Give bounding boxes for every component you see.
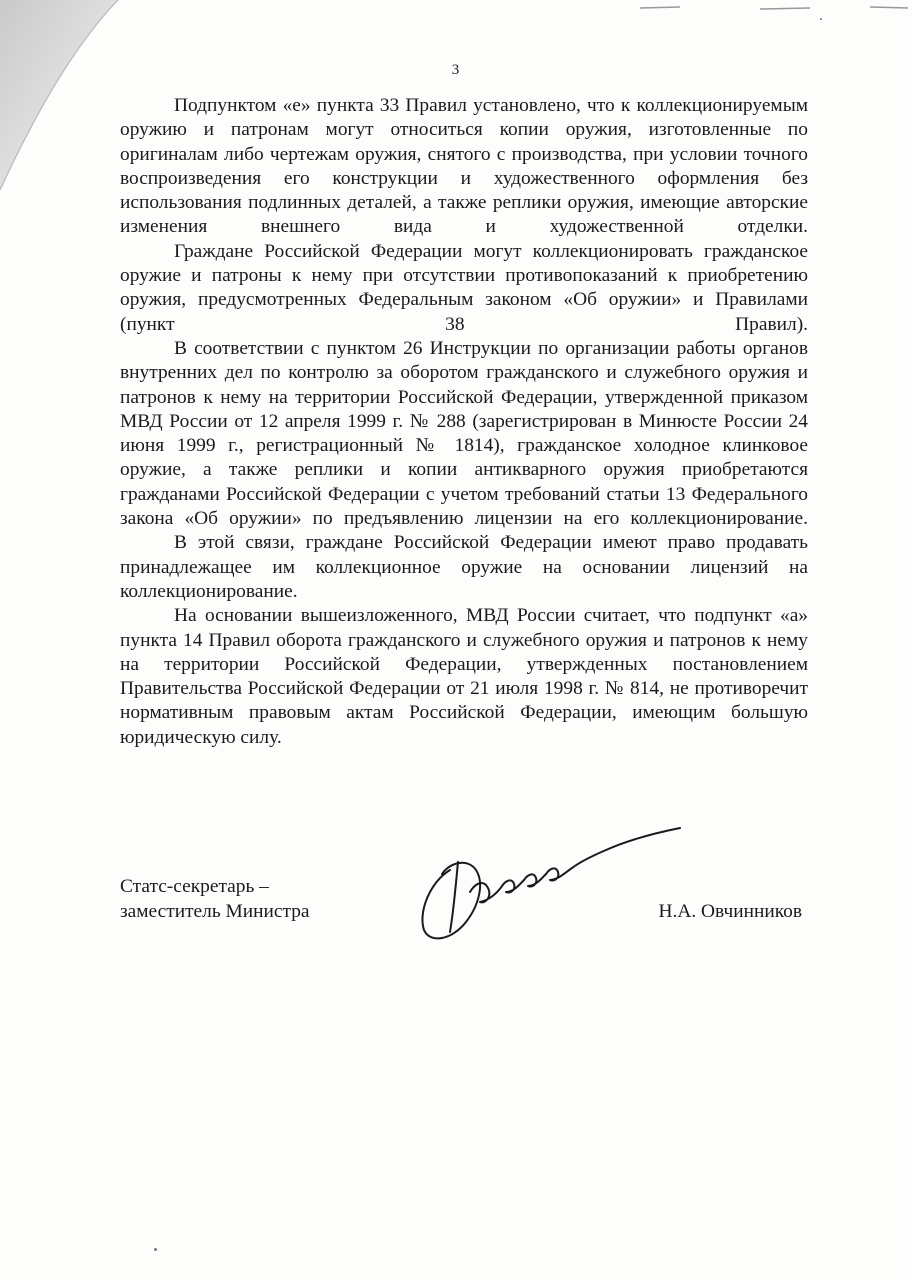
folded-corner-shadow (0, 0, 130, 200)
page-number: 3 (451, 62, 460, 78)
letter-body (120, 94, 808, 750)
signatory-title (120, 874, 310, 924)
scan-speck (820, 18, 822, 20)
paragraph-1: Подпунктом «е» пункта 33 Правил установлено, что к коллекционируемым оружию и патронам могут относиться копии оружия, изготовленные по оригиналам либо чертежам оружия, снятого с производства, при условии точного воспроизведения его конструкции и художественного оформления без использования подлинных деталей, а также реплики оружия, имеющие авторские изменения внешнего вида и художественной отделки. (120, 95, 808, 238)
scan-edge-mark (640, 4, 910, 12)
paragraph-3: В соответствии с пунктом 26 Инструкции по организации работы органов внутренних дел по контролю за оборотом гражданского и служебного оружия и патронов к нему на территории Российской Федерации, утвержденной приказом МВД России от 12 апреля 1999 г. № 288 (зарегистрирован в Минюсте России 24 июня 1999 г., регистрационный № 1814), гражданское холодное клинковое оружие, а также реплики и копии антикварного оружия приобретаются гражданами Российской Федерации с учетом требований статьи 13 Федерального закона «Об оружии» по предъявлению лицензии на его коллекционирование. (120, 337, 808, 530)
signatory-name: Н.А. Овчинников (658, 901, 802, 922)
signature-block (120, 874, 810, 964)
paragraph-2: Граждане Российской Федерации могут коллекционировать гражданское оружие и патроны к нему при отсутствии противопоказаний к приобретению оружия, предусмотренных Федеральным законом «Об оружии» и Правилами (пункт 38 Правил). (120, 240, 808, 335)
signatory-title-line-2: заместитель Министра (120, 901, 310, 922)
signatory-title-line-1: Статс-секретарь – (120, 876, 269, 897)
paragraph-4: В этой связи, граждане Российской Федерации имеют право продавать принадлежащее им коллекционное оружие на основании лицензий на коллекционирование. (120, 532, 808, 602)
scan-speck (154, 1248, 157, 1251)
paragraph-5: На основании вышеизложенного, МВД России считает, что подпункт «а» пункта 14 Правил оборота гражданского и служебного оружия и патронов к нему на территории Российской Федерации, утвержденных постановлением Правительства Российской Федерации от 21 июля 1998 г. № 814, не противоречит нормативным правовым актам Российской Федерации, имеющим большую юридическую силу. (120, 605, 808, 748)
